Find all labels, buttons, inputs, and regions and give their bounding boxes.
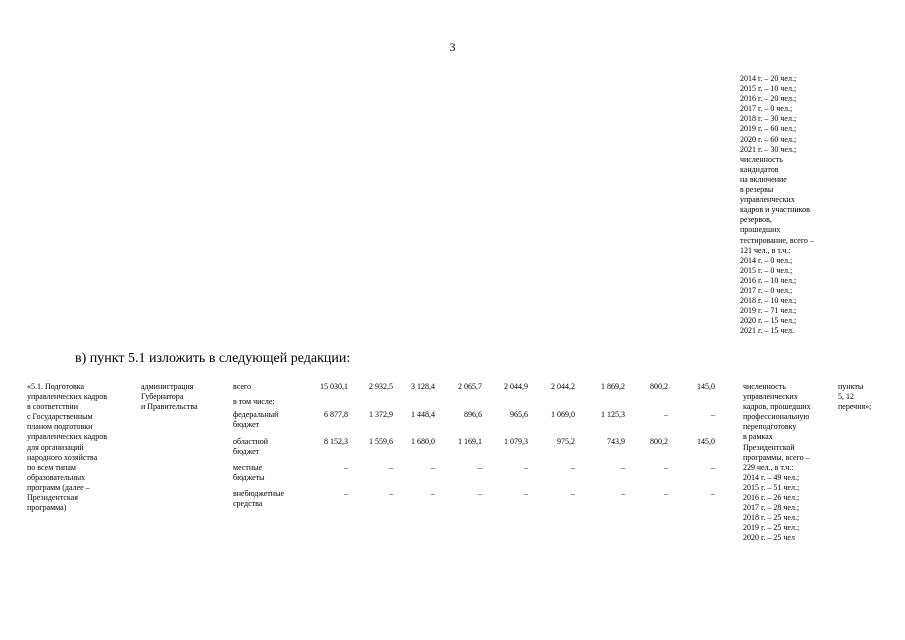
indicator-line: переподготовку — [743, 422, 797, 432]
reference-line: пункты — [838, 382, 864, 391]
funding-value: – — [664, 489, 668, 498]
funding-source-cell — [233, 397, 303, 407]
funding-value: – — [571, 463, 575, 472]
indicator-line: 2020 г. – 60 чел.; — [740, 134, 797, 144]
funding-value: – — [571, 489, 575, 498]
item-name-line: планом подготовки — [27, 422, 93, 432]
funding-source-label: в том числе: — [233, 397, 275, 406]
indicator-line: 2018 г. – 10 чел.; — [740, 296, 797, 306]
item-name-line: управленческих кадров — [27, 432, 107, 442]
indicator-line: кадров, прошедших — [743, 402, 811, 412]
executor-line: Губернатора — [141, 392, 184, 402]
funding-value: – — [344, 463, 348, 472]
indicator-line: Президентской — [743, 442, 795, 452]
indicator-line: профессиональную — [743, 412, 810, 422]
indicator-continuation — [740, 74, 840, 336]
indicator-line: 2017 г. – 0 чел.; — [740, 285, 793, 295]
funding-value: 15 030,1 — [320, 382, 348, 391]
funding-value: – — [664, 463, 668, 472]
indicator-line: 2014 г. – 20 чел.; — [740, 74, 797, 83]
indicator-line: 2016 г. – 20 чел.; — [740, 94, 797, 104]
indicator-line: 2017 г. – 0 чел.; — [740, 104, 793, 114]
indicator-line: кандидатов — [740, 164, 779, 174]
funding-source-label: бюджеты — [233, 473, 265, 483]
funding-source-label: всего — [233, 382, 252, 391]
funding-value: – — [478, 463, 482, 472]
indicator-line: в резервы — [740, 185, 774, 195]
item-name-line: народного хозяйства — [27, 452, 98, 462]
funding-value: – — [389, 489, 393, 498]
funding-value: 1 559,6 — [369, 437, 393, 446]
funding-source-label: областной — [233, 437, 269, 446]
funding-value: – — [524, 463, 528, 472]
funding-value: – — [621, 463, 625, 472]
funding-value: – — [389, 463, 393, 472]
indicator-line: 229 чел., в т.ч.: — [743, 462, 794, 472]
indicator-line: 2019 г. – 71 чел.; — [740, 306, 797, 316]
indicator-line: 2018 г. – 25 чел.; — [743, 513, 800, 523]
page-number: 3 — [449, 40, 456, 54]
funding-source-label: средства — [233, 499, 263, 509]
indicator-line: 2020 г. – 25 чел — [743, 533, 795, 543]
item-name-line: с Государственным — [27, 412, 93, 422]
reference-line: перечня»; — [838, 402, 872, 412]
item-name-cell — [27, 382, 137, 513]
item-name-line: образовательных — [27, 472, 86, 482]
indicator-line: 2015 г. – 10 чел.; — [740, 84, 797, 94]
funding-value: – — [711, 463, 715, 472]
indicator-line: прошедших — [740, 225, 781, 235]
reference-line: 5, 12 — [838, 392, 854, 402]
funding-value: – — [524, 489, 528, 498]
funding-source-label: местные — [233, 463, 263, 472]
indicator-line: управленческих — [743, 392, 798, 402]
indicator-line: на включение — [740, 174, 787, 184]
funding-value: 1 680,0 — [411, 437, 435, 446]
funding-value: 8 152,3 — [324, 437, 348, 446]
indicator-line: 2020 г. – 15 чел.; — [740, 316, 797, 326]
indicator-line: программы, всего – — [743, 452, 810, 462]
indicator-line: тестирование, всего – — [740, 235, 814, 245]
indicator-cell — [743, 382, 838, 544]
funding-value: 2 065,7 — [458, 382, 482, 391]
item-name-line: для организаций — [27, 442, 84, 452]
funding-value: 1 169,1 — [458, 437, 482, 446]
indicator-line: 2017 г. – 28 чел.; — [743, 503, 800, 513]
indicator-line: численность — [743, 382, 786, 391]
indicator-line: 2015 г. – 51 чел.; — [743, 482, 800, 492]
funding-value: 800,2 — [650, 437, 668, 446]
indicator-line: численность — [740, 154, 783, 164]
executor-line: и Правительства — [141, 402, 198, 412]
funding-value: 2 044,9 — [504, 382, 528, 391]
funding-value: 965,6 — [510, 410, 528, 419]
indicator-line: в рамках — [743, 432, 773, 442]
funding-value: 1 069,0 — [551, 410, 575, 419]
funding-value: 145,0 — [697, 382, 715, 391]
indicator-line: 2021 г. – 15 чел. — [740, 326, 794, 336]
indicator-line: 2016 г. – 26 чел.; — [743, 493, 800, 503]
funding-source-label: внебюджетные — [233, 489, 284, 498]
funding-value: 975,2 — [557, 437, 575, 446]
funding-value: 6 877,8 — [324, 410, 348, 419]
executor-line: администрация — [141, 382, 194, 391]
indicator-line: 2018 г. – 30 чел.; — [740, 114, 797, 124]
indicator-line: 121 чел., в т.ч.: — [740, 245, 791, 255]
executor-cell — [141, 382, 226, 412]
funding-value: – — [664, 410, 668, 419]
funding-value: 743,9 — [607, 437, 625, 446]
indicator-line: 2014 г. – 49 чел.; — [743, 472, 800, 482]
indicator-line: управленческих — [740, 195, 795, 205]
indicator-line: 2014 г. – 0 чел.; — [740, 255, 793, 265]
funding-value: 1 372,9 — [369, 410, 393, 419]
item-name-line: в соответствии — [27, 402, 78, 412]
item-name-line: управленческих кадров — [27, 392, 107, 402]
funding-value: – — [711, 410, 715, 419]
funding-value: – — [621, 489, 625, 498]
funding-value: 2 044,2 — [551, 382, 575, 391]
indicator-line: 2019 г. – 25 чел.; — [743, 523, 800, 533]
funding-value: 800,2 — [650, 382, 668, 391]
item-name-line: по всем типам — [27, 462, 76, 472]
funding-source-label: бюджет — [233, 447, 260, 457]
funding-value: – — [478, 489, 482, 498]
funding-value: 2 932,5 — [369, 382, 393, 391]
indicator-line: 2019 г. – 60 чел.; — [740, 124, 797, 134]
indicator-line: резервов, — [740, 215, 772, 225]
indicator-line: 2016 г. – 10 чел.; — [740, 275, 797, 285]
section-heading: в) пункт 5.1 изложить в следующей редакции: — [75, 351, 351, 366]
funding-value: 896,6 — [464, 410, 482, 419]
item-name-line: Президентская — [27, 493, 78, 503]
funding-value: 1 125,3 — [601, 410, 625, 419]
item-name-line: программ (далее – — [27, 482, 90, 492]
funding-value: 1 869,2 — [601, 382, 625, 391]
funding-value: 1 448,4 — [411, 410, 435, 419]
funding-value: – — [711, 489, 715, 498]
funding-value: – — [431, 489, 435, 498]
funding-source-label: бюджет — [233, 420, 260, 430]
funding-value: – — [344, 489, 348, 498]
funding-source-label: федеральный — [233, 410, 279, 419]
reference-cell — [838, 382, 898, 412]
indicator-line: 2021 г. – 30 чел.; — [740, 144, 797, 154]
item-name-line: программа) — [27, 503, 67, 513]
funding-value: 3 128,4 — [411, 382, 435, 391]
item-name-line: «5.1. Подготовка — [27, 382, 85, 391]
funding-value: 1 079,3 — [504, 437, 528, 446]
indicator-line: кадров и участников — [740, 205, 810, 215]
funding-value: 145,0 — [697, 437, 715, 446]
indicator-line: 2015 г. – 0 чел.; — [740, 265, 793, 275]
funding-value: – — [431, 463, 435, 472]
